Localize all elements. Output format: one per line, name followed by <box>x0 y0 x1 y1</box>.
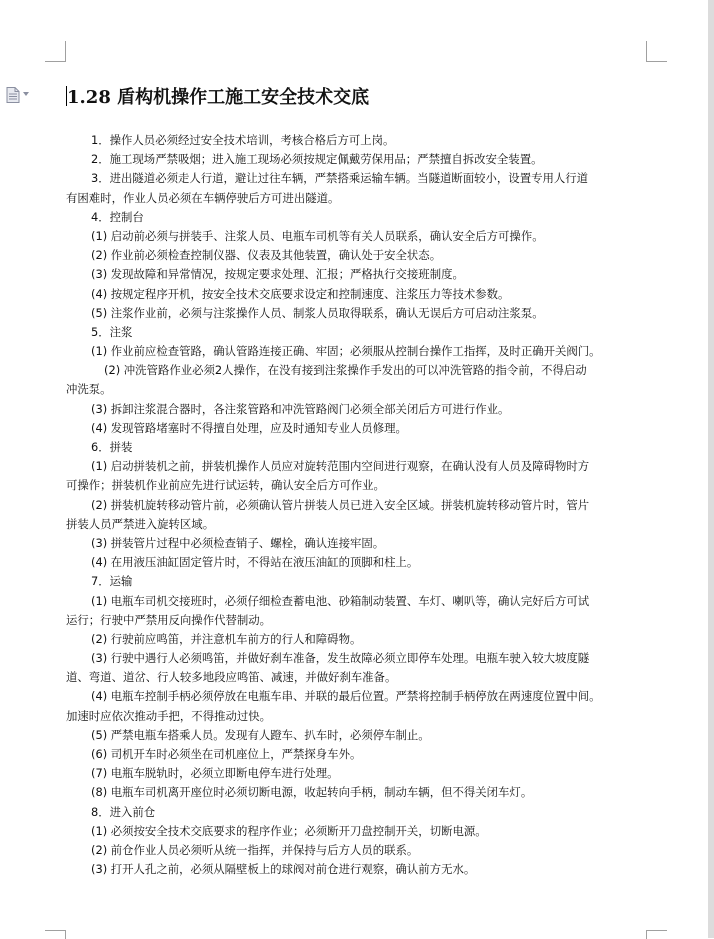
section-heading: 6．拼装 <box>91 440 133 454</box>
document-icon[interactable] <box>6 87 20 103</box>
paragraph-line: (1) 电瓶车司机交接班时，必须仔细检查蓄电池、砂箱制动装置、车灯、喇叭等，确认完好后方可试 <box>91 593 590 608</box>
paragraph-line: (4) 按规定程序开机，按安全技术交底要求设定和控制速度、注浆压力等技术参数。 <box>91 286 510 301</box>
document-body <box>66 131 652 879</box>
paragraph-line: (1) 启动前必须与拼装手、注浆人员、电瓶车司机等有关人员联系，确认安全后方可操作。 <box>91 228 544 243</box>
paragraph-line: (4) 发现管路堵塞时不得擅自处理，应及时通知专业人员修理。 <box>91 420 407 435</box>
paragraph-line: (3) 发现故障和异常情况，按规定要求处理、汇报；严格执行交接班制度。 <box>91 267 464 282</box>
paragraph-line: (2) 冲洗管路作业必须2人操作，在没有接到注浆操作手发出的可以冲洗管路的指令前，不得启动 <box>104 363 587 378</box>
paragraph-line: (4) 在用液压油缸固定管片时，不得站在液压油缸的顶脚和柱上。 <box>91 555 419 570</box>
paragraph-line: (6) 司机开车时必须坐在司机座位上，严禁探身车外。 <box>91 747 362 761</box>
paragraph-line: (2) 行驶前应鸣笛，并注意机车前方的行人和障碍物。 <box>91 631 362 646</box>
paragraph-line: 1．操作人员必须经过安全技术培训，考核合格后方可上岗。 <box>91 133 395 147</box>
paragraph-line: (8) 电瓶车司机离开座位时必须切断电源，收起转向手柄，制动车辆，但不得关闭车灯。 <box>91 785 533 800</box>
paragraph-line: 可操作；拼装机作业前应先进行试运转，确认安全后方可作业。 <box>66 478 385 493</box>
paragraph-line: (2) 前仓作业人员必须听从统一指挥，并保持与后方人员的联系。 <box>91 842 419 857</box>
section-heading: 5．注浆 <box>91 324 133 339</box>
paragraph-line: 2．施工现场严禁吸烟；进入施工现场必须按规定佩戴劳保用品；严禁擅自拆改安全装置。 <box>91 152 543 167</box>
paragraph-line: 道、弯道、道岔、行人较多地段应鸣笛、减速，并做好刹车准备。 <box>66 670 397 685</box>
paragraph-line: (1) 启动拼装机之前，拼装机操作人员应对旋转范围内空间进行观察，在确认没有人员及障碍物时方 <box>91 459 590 474</box>
chevron-down-icon[interactable] <box>23 92 29 96</box>
paragraph-line: (5) 严禁电瓶车搭乘人员。发现有人蹬车、扒车时，必须停车制止。 <box>91 727 430 742</box>
section-heading: 7．运输 <box>91 574 133 589</box>
paragraph-line: (1) 作业前应检查管路，确认管路连接正确、牢固；必须服从控制台操作工指挥，及时正确开关阀门。 <box>91 344 601 359</box>
paragraph-line: (3) 拆卸注浆混合器时，各注浆管路和冲洗管路阀门必须全部关闭后方可进行作业。 <box>91 401 510 416</box>
paragraph-line: 运行；行驶中严禁用反向操作代替制动。 <box>66 612 272 627</box>
paragraph-line: 冲洗泵。 <box>66 382 112 397</box>
paragraph-line: (3) 拼装管片过程中必须检查销子、螺栓，确认连接牢固。 <box>91 535 385 550</box>
paragraph-line: 3．进出隧道必须走人行道，避让过往车辆，严禁搭乘运输车辆。当隧道断面较小，设置专用人行道 <box>91 171 589 186</box>
paragraph-line: 拼装人员严禁进入旋转区域。 <box>66 516 215 531</box>
page-edge <box>708 0 714 938</box>
paragraph-line: 加速时应依次推动手把，不得推动过快。 <box>66 708 272 723</box>
page-title <box>66 86 369 109</box>
title-text: 1.28 盾构机操作工施工安全技术交底 <box>67 87 370 108</box>
paragraph-line: (5) 注浆作业前，必须与注浆操作人员、制浆人员取得联系，确认无误后方可启动注浆泵。 <box>91 305 544 320</box>
page-corner-mark-top-left <box>45 41 66 62</box>
paragraph-line: (7) 电瓶车脱轨时，必须立即断电停车进行处理。 <box>91 766 339 781</box>
section-heading: 8．进入前仓 <box>91 804 156 819</box>
paragraph-line: (3) 打开人孔之前，必须从隔壁板上的球阀对前仓进行观察，确认前方无水。 <box>91 862 476 877</box>
section-heading: 4．控制台 <box>91 209 144 224</box>
page-corner-mark-top-right <box>646 41 667 62</box>
paragraph-line: (4) 电瓶车控制手柄必须停放在电瓶车串、并联的最后位置。严禁将控制手柄停放在两速度位置中间。 <box>91 689 601 704</box>
paragraph-line: (2) 作业前必须检查控制仪器、仪表及其他装置，确认处于安全状态。 <box>91 248 442 263</box>
paragraph-line: (1) 必须按安全技术交底要求的程序作业；必须断开刀盘控制开关，切断电源。 <box>91 823 487 838</box>
paragraph-line: (2) 拼装机旋转移动管片前，必须确认管片拼装人员已进入安全区域。拼装机旋转移动管片时，管片 <box>91 497 590 512</box>
paragraph-line: (3) 行驶中遇行人必须鸣笛，并做好刹车准备，发生故障必须立即停车处理。电瓶车驶入较大坡度隧 <box>91 651 590 666</box>
paragraph-line: 有困难时，作业人员必须在车辆停驶后方可进出隧道。 <box>66 190 340 205</box>
